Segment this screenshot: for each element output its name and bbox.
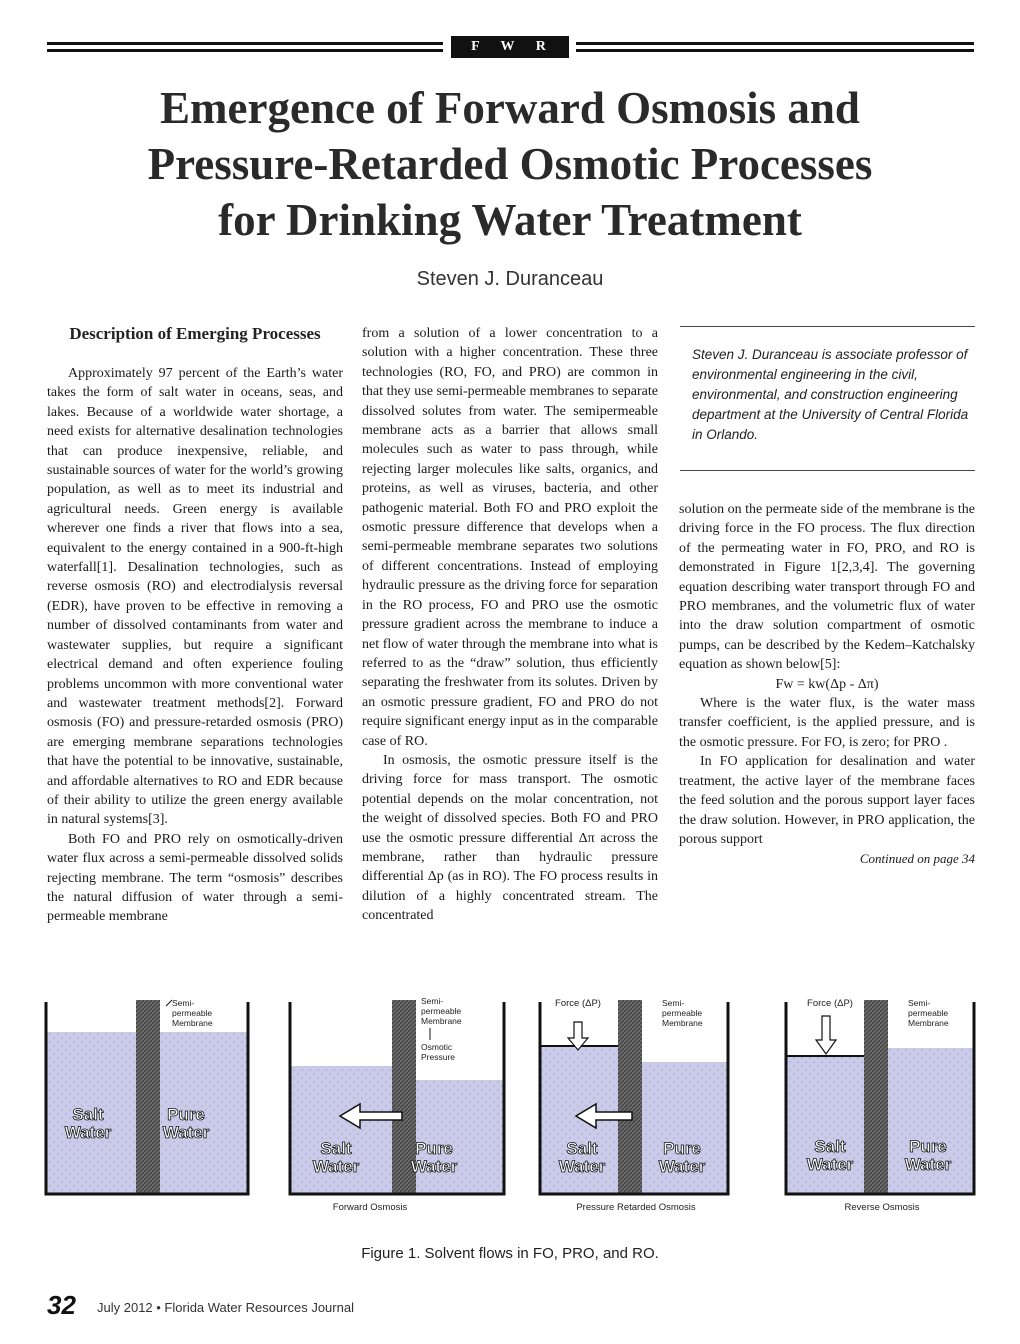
paragraph: from a solution of a lower concentration to a solution with a higher concentration. These three technologies (RO, FO, and PRO) are common in that they use semi-permeable membranes to separate dissolved solutes from water. The semipermeable membrane acts as a barrier that allows small molecules such as water to pass through, while rejecting larger molecules like salts, organics, and proteins, as well as viruses, bacteria, and other pathogenic material. Both FO and PRO exploit the osmotic pressure difference that develops when a semi-permeable membrane separates two solutions of different concentrations. Instead of employing hydraulic pressure as the driving force for separation in the RO process, FO and PRO use the osmotic pressure gradient across the membrane to induce a net flow of water through the membrane into what is referred to as the “draw” solution, thus efficiently separating the freshwater from its solutes. Driven by an osmotic pressure gradient, FO and PRO do not require significant energy input as in the comparable case of RO.: [362, 326, 658, 749]
text-column-3: [679, 500, 975, 869]
text-column-1: [47, 364, 343, 927]
pure-water-label: Water: [904, 1155, 952, 1174]
figure-caption: Figure 1. Solvent flows in FO, PRO, and RO.: [361, 1245, 659, 1262]
pure-water-label: Pure: [167, 1105, 205, 1124]
paragraph: Where is the water flux, is the water mass transfer coefficient, is the applied pressure, and is the osmotic pressure. For FO, is zero; for PRO .: [679, 696, 975, 750]
salt-water-label: Water: [64, 1123, 112, 1142]
membrane-label: Membrane: [908, 1018, 949, 1028]
pure-water-label: Water: [658, 1157, 706, 1176]
bio-rule-bottom: [680, 470, 975, 471]
paragraph: Both FO and PRO rely on osmotically-driven water flux across a semi-permeable dissolved solids rejecting membrane. The term “osmosis” describes the natural diffusion of water through a semi-permeable membrane: [47, 831, 343, 925]
membrane-label: Semi-: [662, 998, 685, 1008]
membrane-label: Semi-: [908, 998, 931, 1008]
salt-water-label: Water: [558, 1157, 606, 1176]
pure-water-label: Water: [410, 1157, 458, 1176]
membrane-label: permeable: [662, 1008, 703, 1018]
pure-water-label: Pure: [415, 1139, 453, 1158]
osmotic-pressure-label: Osmotic: [421, 1042, 453, 1052]
salt-water-label: Salt: [566, 1139, 598, 1158]
pure-water-label: Water: [162, 1123, 210, 1142]
paragraph: Approximately 97 percent of the Earth’s water takes the form of salt water in oceans, seas, and lakes. Because of a worldwide water shortage, a need exists for alternative desalination technologies that can produce inexpensive, reliable, and sustainable sources of water for the world’s growing population, as well as to meet its industrial and agricultural needs. Green energy is available wherever one finds a river that flows into a sea, equivalent to the energy contained in a 900-ft-high waterfall[1]. Desalination technologies, such as reverse osmosis (RO) and electrodialysis reversal (EDR), have proven to be effective in removing a number of dissolved contaminants from water and wastewater supplies, but require a significant electrical demand and often experience fouling problems uncommon with more conventional water and wastewater treatment methods[2]. Forward osmosis (FO) and pressure-retarded osmosis (PRO) are emerging membrane separations technologies that have the potential to be innovative, sustainable, and affordable alternatives to RO and EDR because of their ability to utilize the green energy available in natural systems[3].: [47, 366, 343, 828]
panel-caption: Forward Osmosis: [332, 1202, 408, 1213]
section-heading: Description of Emerging Processes: [69, 324, 321, 343]
salt-water-label: Water: [312, 1157, 360, 1176]
article-title: [60, 80, 960, 248]
pure-water-fill: [416, 1080, 504, 1194]
figure-panel-1: [46, 998, 248, 1194]
header-rule-left: [47, 42, 443, 52]
equation: Fw = kw(Δp - Δπ): [775, 676, 879, 692]
force-label: Force (ΔP): [807, 998, 853, 1009]
page-number: 32: [47, 1290, 76, 1320]
membrane-label: permeable: [172, 1008, 213, 1018]
force-arrow: [816, 1016, 836, 1054]
figure-panel-4: [786, 998, 974, 1213]
salt-water-label: Salt: [814, 1137, 846, 1156]
membrane: [864, 1000, 888, 1194]
membrane-label: Membrane: [172, 1018, 213, 1028]
text-column-2: [362, 324, 658, 926]
header-rule-right: [576, 42, 974, 52]
osmotic-pressure-label: Pressure: [421, 1052, 456, 1062]
panel-caption: Reverse Osmosis: [844, 1202, 920, 1213]
osmosis-figure: [40, 992, 980, 1222]
title-line: for Drinking Water Treatment: [218, 195, 802, 245]
membrane-label: Membrane: [662, 1018, 703, 1028]
bio-rule-top: [680, 326, 975, 327]
pure-water-label: Pure: [663, 1139, 701, 1158]
membrane-label: permeable: [908, 1008, 949, 1018]
figure-panel-2: [290, 996, 504, 1213]
membrane-label: Semi-: [421, 996, 444, 1006]
journal-tag: F W R J: [451, 36, 569, 58]
paragraph: In osmosis, the osmotic pressure itself is the driving force for mass transport. The osmotic potential depends on the molar concentration, not the weight of dissolved species. Both FO and PRO use the osmotic pressure differential Δπ across the membrane, rather than hydraulic pressure differential Δp (as in RO). The FO process results in dilution of a highly concentrated stream. The concentrated: [362, 752, 658, 924]
issue-info: July 2012 • Florida Water Resources Journal: [97, 1300, 354, 1315]
salt-water-label: Salt: [320, 1139, 352, 1158]
pure-water-label: Pure: [909, 1137, 947, 1156]
title-line: Pressure-Retarded Osmotic Processes: [147, 139, 873, 189]
title-line: Emergence of Forward Osmosis and: [160, 83, 860, 133]
membrane: [136, 1000, 160, 1194]
paragraph: In FO application for desalination and water treatment, the active layer of the membrane faces the feed solution and the porous support layer faces the draw solution. However, in PRO application, the porous support: [679, 754, 975, 847]
paragraph: solution on the permeate side of the membrane is the driving force in the FO process. The flux direction of the permeating water in FO, PRO, and RO is demonstrated in Figure 1[2,3,4]. The governing equation describing water transport through FO and PRO membranes, and the volumetric flux of water into the draw solution compartment of osmotic pumps, can be described by the Kedem–Katchalsky equation as shown below[5]:: [679, 502, 975, 673]
salt-water-label: Water: [806, 1155, 854, 1174]
continued-note: Continued on page 34: [859, 851, 975, 867]
salt-water-label: Salt: [72, 1105, 104, 1124]
membrane: [618, 1000, 642, 1194]
membrane-label: Semi-: [172, 998, 195, 1008]
author-byline: Steven J. Duranceau: [416, 268, 604, 290]
force-label: Force (ΔP): [555, 998, 601, 1009]
membrane-label: Membrane: [421, 1016, 462, 1026]
panel-caption: Pressure Retarded Osmosis: [576, 1202, 696, 1213]
membrane-label: permeable: [421, 1006, 462, 1016]
figure-panel-3: [540, 998, 728, 1213]
author-bio: Steven J. Duranceau is associate professor of environmental engineering in the civil, environmental, and construction engineering department at the University of Central Florida in Orlando.: [692, 347, 969, 442]
